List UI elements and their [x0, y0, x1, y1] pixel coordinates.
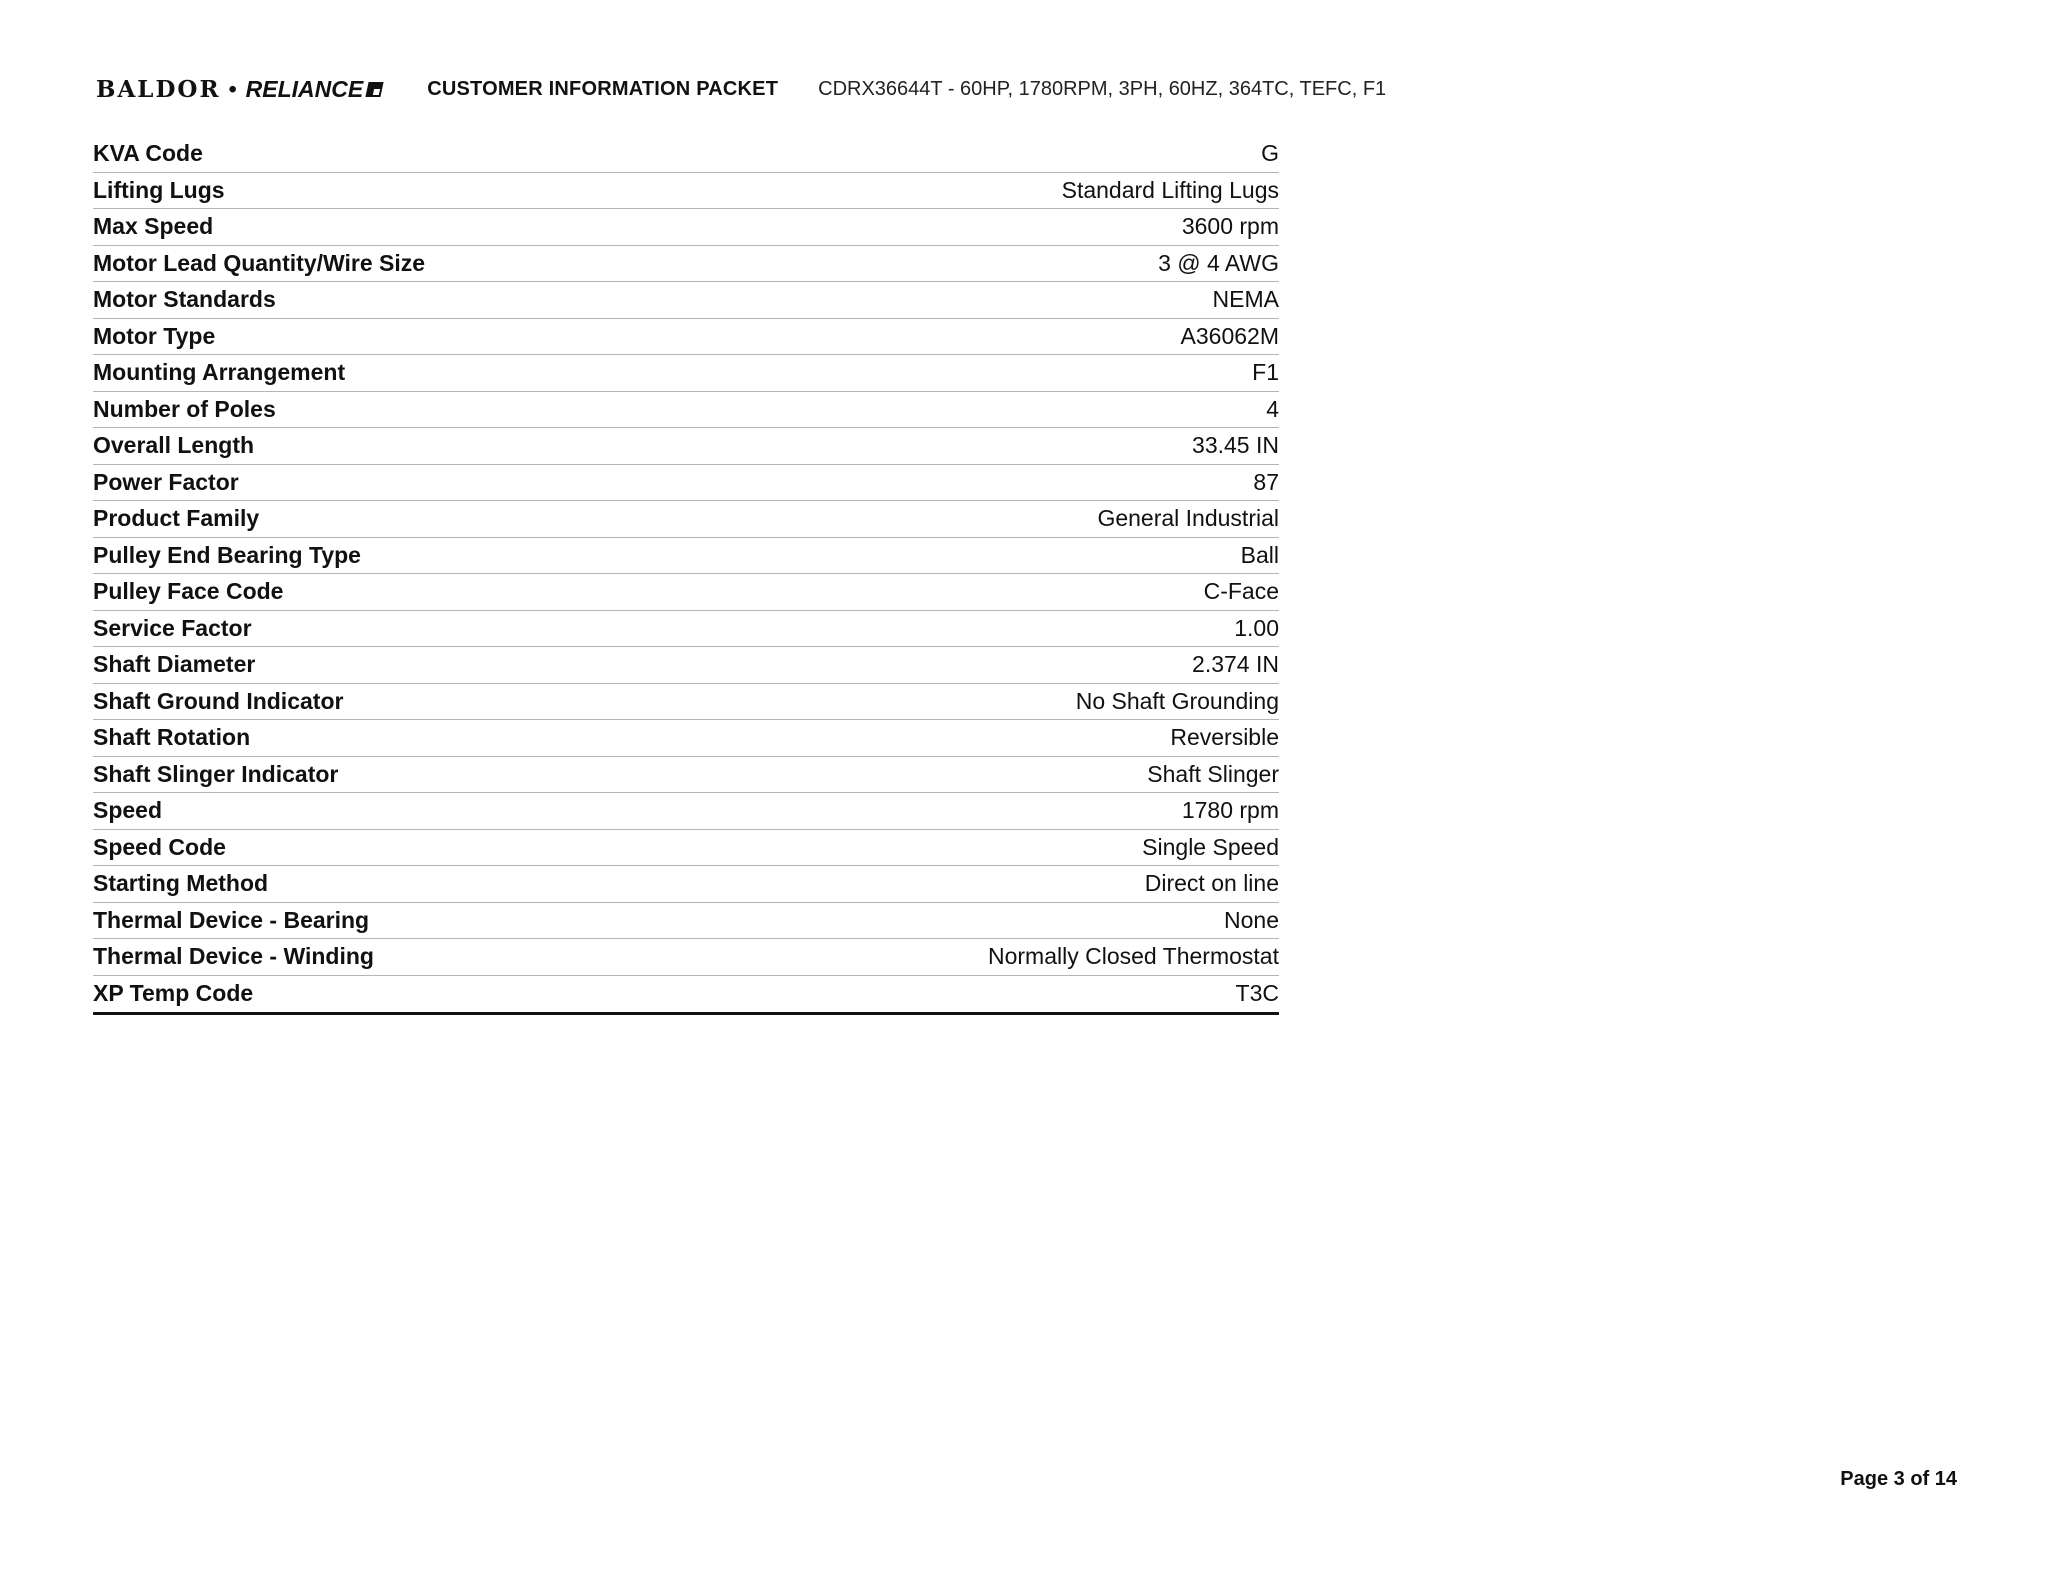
spec-value: 2.374 IN	[1192, 651, 1279, 678]
spec-label: Max Speed	[93, 213, 214, 240]
spec-label: Lifting Lugs	[93, 176, 225, 203]
spec-label: XP Temp Code	[93, 980, 254, 1007]
spec-row	[93, 757, 1279, 794]
spec-row	[93, 428, 1279, 465]
spec-value: 87	[1253, 468, 1279, 495]
spec-value: None	[1224, 906, 1279, 933]
spec-value: 3600 rpm	[1181, 213, 1279, 240]
spec-row	[93, 830, 1279, 867]
spec-label: Service Factor	[93, 614, 252, 641]
spec-row	[93, 647, 1279, 684]
spec-value: 1.00	[1234, 614, 1279, 641]
logo-reliance-text: RELIANCE	[245, 75, 364, 102]
spec-label: Shaft Slinger Indicator	[93, 760, 339, 787]
spec-row	[93, 209, 1279, 246]
spec-label: Shaft Diameter	[93, 651, 256, 678]
spec-row	[93, 465, 1279, 502]
spec-row	[93, 866, 1279, 903]
spec-label: Power Factor	[93, 468, 239, 495]
spec-value: Standard Lifting Lugs	[1061, 176, 1279, 203]
spec-value: NEMA	[1212, 286, 1279, 313]
spec-row	[93, 392, 1279, 429]
spec-label: Pulley End Bearing Type	[93, 541, 361, 568]
spec-label: Motor Standards	[93, 286, 276, 313]
spec-value: Reversible	[1170, 724, 1279, 751]
page-number: Page 3 of 14	[1840, 1468, 1957, 1490]
spec-label: Starting Method	[93, 870, 269, 897]
brand-logo	[96, 76, 382, 103]
spec-label: Overall Length	[93, 432, 255, 459]
logo-baldor-text: BALDOR	[96, 75, 221, 103]
spec-label: Shaft Rotation	[93, 724, 251, 751]
spec-label: Thermal Device - Winding	[93, 943, 374, 970]
spec-row	[93, 939, 1279, 976]
page-header	[96, 72, 1386, 106]
spec-value: F1	[1252, 359, 1279, 386]
spec-table	[93, 136, 1279, 1015]
spec-value: Ball	[1240, 541, 1279, 568]
spec-value: A36062M	[1180, 322, 1279, 349]
spec-value: 3 @ 4 AWG	[1158, 249, 1279, 276]
spec-value: 1780 rpm	[1181, 797, 1279, 824]
spec-value: General Industrial	[1097, 505, 1279, 532]
spec-label: Motor Lead Quantity/Wire Size	[93, 249, 426, 276]
spec-row	[93, 684, 1279, 721]
spec-value: 33.45 IN	[1192, 432, 1279, 459]
spec-row	[93, 355, 1279, 392]
document-subtitle: CDRX36644T - 60HP, 1780RPM, 3PH, 60HZ, 364TC, TEFC, F1	[818, 77, 1387, 100]
spec-label: Shaft Ground Indicator	[93, 687, 344, 714]
spec-row	[93, 611, 1279, 648]
logo-mark-icon	[366, 82, 384, 97]
spec-value: 4	[1266, 395, 1279, 422]
document-title: CUSTOMER INFORMATION PACKET	[427, 77, 779, 100]
spec-row	[93, 574, 1279, 611]
spec-row	[93, 246, 1279, 283]
spec-value: T3C	[1235, 980, 1279, 1007]
spec-value: Direct on line	[1144, 870, 1279, 897]
spec-row	[93, 903, 1279, 940]
spec-label: Number of Poles	[93, 395, 276, 422]
spec-row	[93, 173, 1279, 210]
spec-value: Single Speed	[1142, 833, 1279, 860]
spec-row	[93, 720, 1279, 757]
spec-label: KVA Code	[93, 140, 203, 167]
spec-label: Motor Type	[93, 322, 216, 349]
spec-value: C-Face	[1203, 578, 1279, 605]
spec-label: Pulley Face Code	[93, 578, 284, 605]
spec-label: Speed Code	[93, 833, 226, 860]
logo-separator: •	[228, 75, 238, 102]
spec-row	[93, 319, 1279, 356]
spec-row	[93, 793, 1279, 830]
spec-row	[93, 282, 1279, 319]
spec-label: Speed	[93, 797, 163, 824]
spec-label: Product Family	[93, 505, 260, 532]
spec-value: Shaft Slinger	[1147, 760, 1279, 787]
spec-label: Thermal Device - Bearing	[93, 906, 370, 933]
spec-value: No Shaft Grounding	[1075, 687, 1279, 714]
spec-row	[93, 538, 1279, 575]
spec-value: Normally Closed Thermostat	[987, 943, 1279, 970]
spec-row	[93, 501, 1279, 538]
spec-value: G	[1261, 140, 1279, 167]
spec-row	[93, 136, 1279, 173]
spec-row	[93, 976, 1279, 1013]
spec-label: Mounting Arrangement	[93, 359, 346, 386]
